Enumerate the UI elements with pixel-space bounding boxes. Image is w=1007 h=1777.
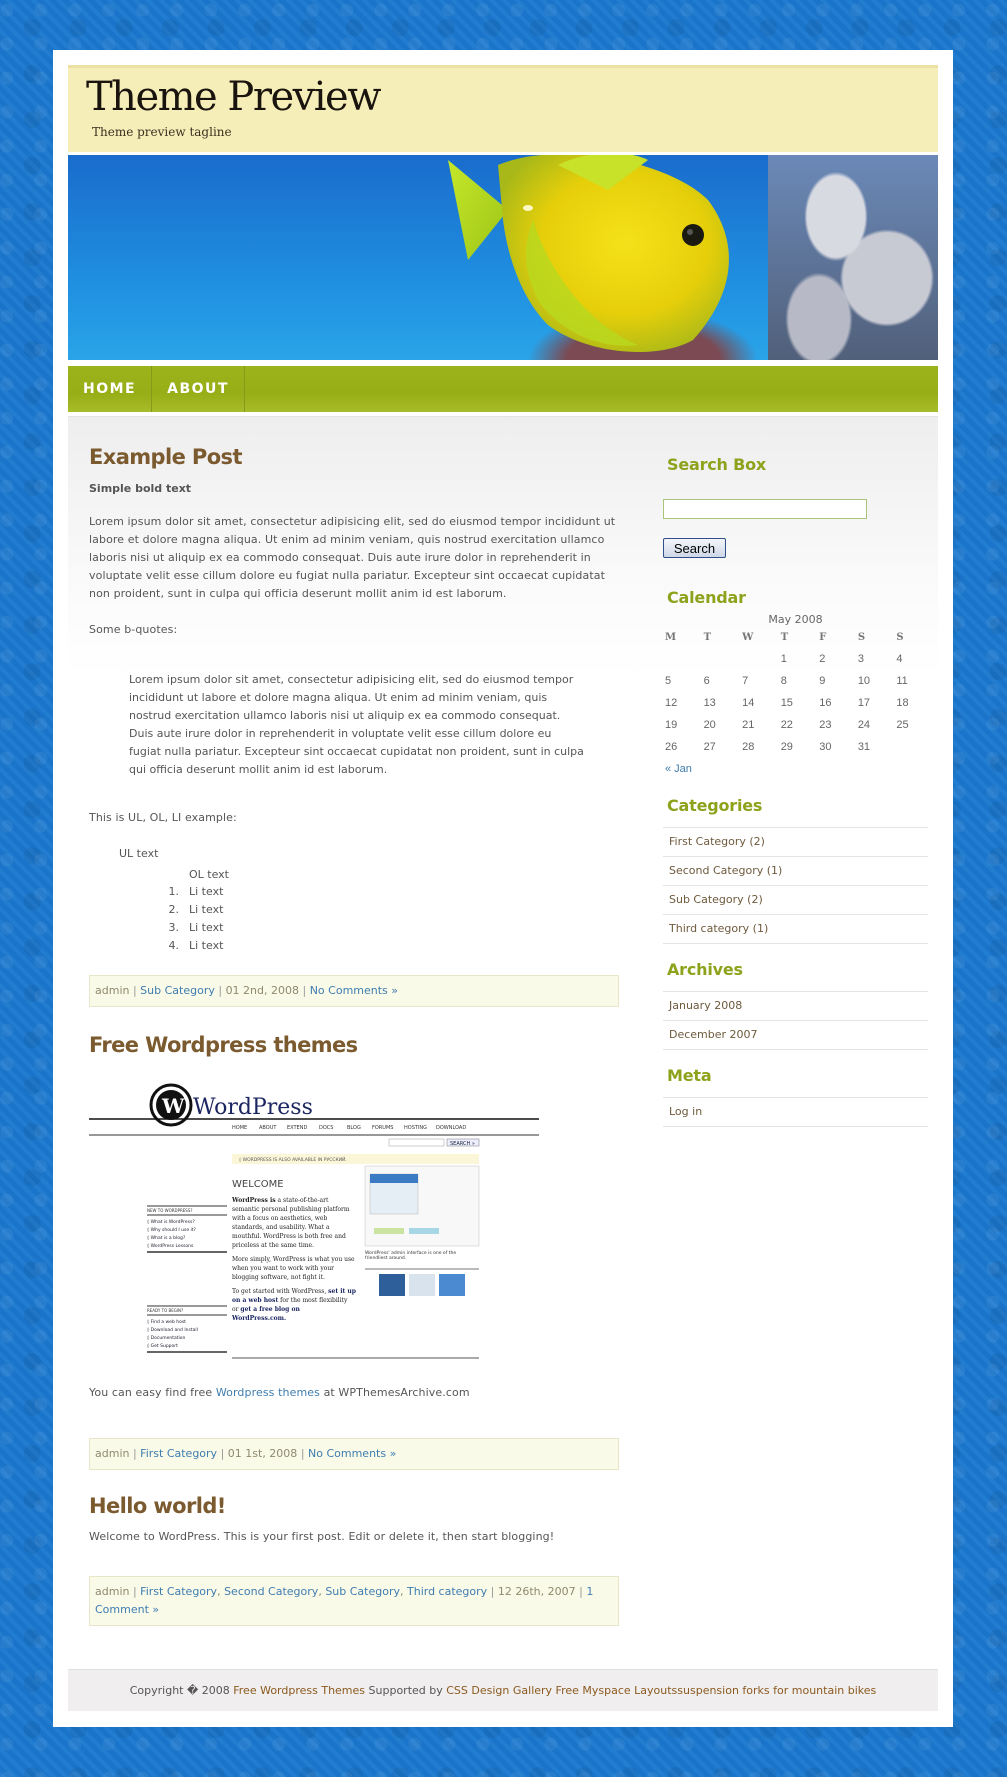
svg-text:WordPress.com.: WordPress.com.: [232, 1315, 287, 1322]
svg-text:NEW TO WORDPRESS?: NEW TO WORDPRESS?: [147, 1208, 193, 1213]
main-content: [89, 445, 619, 1626]
calendar-day: [894, 736, 933, 758]
svg-text:FORUMS: FORUMS: [372, 1125, 394, 1131]
ol-text: OL text: [189, 868, 229, 881]
svg-text:◊ Find a web host: ◊ Find a web host: [147, 1320, 186, 1325]
search-button[interactable]: Search: [663, 538, 726, 558]
widget-title: Search Box: [667, 455, 767, 474]
search-input[interactable]: [663, 499, 867, 519]
list-number: 3.: [168, 921, 179, 934]
post-category-link[interactable]: Second Category: [224, 1585, 319, 1598]
post-category-link[interactable]: First Category: [140, 1447, 218, 1460]
nav-item-about[interactable]: ABOUT: [152, 366, 245, 412]
calendar-day: 30: [819, 741, 832, 753]
post-hello-world: [89, 1494, 619, 1626]
svg-text:WordPress' admin interface is: WordPress' admin interface is one of the: [365, 1251, 457, 1256]
weekday-header: S: [857, 631, 866, 643]
list-text: Li text: [189, 921, 224, 934]
widget-search: [663, 455, 928, 558]
bold-text: Simple bold text: [89, 482, 192, 495]
calendar-day: 15: [780, 697, 793, 709]
calendar-day: 24: [857, 719, 871, 731]
post-comments-link[interactable]: No Comments »: [309, 984, 399, 997]
calendar-day: 1: [780, 653, 787, 665]
main-navigation: [68, 366, 938, 412]
list-item: [159, 919, 619, 937]
calendar-day: [702, 648, 741, 670]
list-number: 4.: [168, 939, 179, 952]
calendar-day: 11: [896, 675, 908, 687]
archives-list: [663, 991, 928, 1050]
post-comments-link[interactable]: No Comments »: [308, 1447, 397, 1460]
svg-text:READY TO BEGIN?: READY TO BEGIN?: [147, 1308, 184, 1313]
post-paragraph: Welcome to WordPress. This is your first post. Edit or delete it, then start blogging!: [89, 1530, 555, 1543]
footer-supported-by: Supported by: [365, 1684, 447, 1697]
calendar-day: 25: [896, 719, 909, 731]
calendar-day: 28: [742, 741, 755, 753]
weekday-header: W: [742, 631, 754, 643]
svg-text:DOCS: DOCS: [319, 1125, 334, 1131]
post-comments-link[interactable]: 1 Comment »: [95, 1585, 594, 1616]
calendar-day: 22: [780, 719, 793, 731]
widget-calendar: [663, 588, 928, 780]
calendar-week: [663, 692, 933, 714]
weekday-header: M: [665, 631, 677, 643]
site-title[interactable]: Theme Preview: [86, 74, 380, 120]
ordered-list: [159, 883, 619, 955]
post-meta: admin | Sub Category | 01 2nd, 2008 | No Comments »: [89, 975, 619, 1007]
calendar-week: [663, 648, 933, 670]
post-category-link[interactable]: First Category: [140, 1585, 218, 1598]
svg-text:◊ WORDPRESS IS ALSO AVAILABLE: ◊ WORDPRESS IS ALSO AVAILABLE IN РУССКИЙ.: [239, 1158, 347, 1163]
svg-text:◊ What is WordPress?: ◊ What is WordPress?: [147, 1220, 195, 1225]
login-link[interactable]: Log in: [663, 1098, 928, 1127]
svg-text:To get started with WordPress,: To get started with WordPress, set it up: [232, 1288, 356, 1295]
wordpress-site-illustration: [89, 1082, 539, 1372]
svg-text:when you want to work with you: when you want to work with your: [232, 1265, 335, 1272]
calendar-day: 17: [857, 697, 871, 709]
archive-link[interactable]: December 2007: [663, 1021, 928, 1050]
post-title[interactable]: Hello world!: [89, 1494, 226, 1518]
svg-text:◊ What is a blog?: ◊ What is a blog?: [147, 1236, 186, 1241]
calendar-day: 2: [819, 653, 826, 665]
post-author: admin: [95, 1447, 130, 1460]
weekday-header: S: [896, 631, 904, 643]
category-link[interactable]: Sub Category (2): [663, 886, 928, 915]
widget-title: Calendar: [667, 588, 746, 607]
svg-text:◊ Why should I use it?: ◊ Why should I use it?: [147, 1228, 196, 1233]
list-number: 1.: [168, 885, 179, 898]
svg-text:EXTEND: EXTEND: [287, 1125, 308, 1131]
archive-link[interactable]: January 2008: [663, 992, 928, 1021]
calendar-day: 6: [703, 675, 710, 687]
text-before-link: You can easy find free: [89, 1386, 216, 1399]
calendar-day: 3: [857, 653, 864, 665]
svg-text:◊ Download and Install: ◊ Download and Install: [147, 1328, 198, 1333]
post-category-link[interactable]: Sub Category: [140, 984, 215, 997]
calendar-day: 21: [742, 719, 755, 731]
calendar-table: [663, 626, 933, 780]
calendar-day: 7: [742, 675, 749, 687]
list-intro: This is UL, OL, LI example:: [89, 811, 237, 824]
svg-text:mouthful. WordPress is both fr: mouthful. WordPress is both free and: [232, 1233, 346, 1240]
svg-text:with a focus on aesthetics, we: with a focus on aesthetics, web: [232, 1215, 328, 1222]
svg-text:W: W: [162, 1094, 185, 1118]
page-container: [53, 50, 953, 1727]
svg-text:WELCOME: WELCOME: [232, 1179, 284, 1190]
widget-archives: [663, 960, 928, 1050]
wp-logo-text: WordPress: [193, 1095, 313, 1120]
categories-list: [663, 827, 928, 944]
list-item: [159, 901, 619, 919]
widget-title: Categories: [667, 796, 763, 815]
svg-text:priceless at the same time.: priceless at the same time.: [232, 1242, 314, 1249]
svg-text:friendliest around.: friendliest around.: [365, 1256, 407, 1261]
svg-text:HOSTING: HOSTING: [404, 1125, 428, 1131]
post-title[interactable]: Free Wordpress themes: [89, 1033, 358, 1057]
post-meta: admin | First Category, Second Category, Sub Category, Third category | 12 26th, 2007 | 1 Comment »: [89, 1576, 619, 1626]
calendar-day: 18: [896, 697, 909, 709]
calendar-week: [663, 714, 933, 736]
calendar-day: 14: [742, 697, 755, 709]
svg-text:standards, and usability. What: standards, and usability. What a: [232, 1224, 330, 1231]
category-link[interactable]: First Category (2): [663, 828, 928, 857]
calendar-day: [740, 648, 779, 670]
calendar-prev-month-link[interactable]: « Jan: [665, 763, 692, 775]
blockquote: Lorem ipsum dolor sit amet, consectetur adipisicing elit, sed do eiusmod tempor incididunt ut labore et dolore magna aliqua. Ut enim ad minim veniam, quis nostrud exercitation ullamco laboris nisi ut aliquip ex ea commodo consequat. Duis aute irure dolor in reprehenderit in voluptate velit esse cillum dolore eu fugiat nulla pariatur. Excepteur sint occaecat cupidatat non proident, sunt in culpa qui officia deserunt mollit anim id est laborum.: [129, 673, 584, 776]
svg-text:HOME: HOME: [232, 1125, 248, 1131]
list-item: [159, 883, 619, 901]
list-text: Li text: [189, 939, 224, 952]
bquote-intro: Some b-quotes:: [89, 623, 178, 636]
text-after-link: at WPThemesArchive.com: [319, 1386, 470, 1399]
footer-link-css-gallery[interactable]: CSS Design Gallery: [446, 1684, 553, 1697]
widget-categories: [663, 796, 928, 944]
svg-text:◊ Get Support: ◊ Get Support: [147, 1344, 178, 1349]
post-paragraph: Lorem ipsum dolor sit amet, consectetur adipisicing elit, sed do eiusmod tempor incididunt ut labore et dolore magna aliqua. Ut enim ad minim veniam, quis nostrud exercitation ullamco laboris nisi ut aliquip ex ea commodo consequat. Duis aute irure dolor in reprehenderit in voluptate velit esse cillum dolore eu fugiat nulla pariatur. Excepteur sint occaecat cupidatat non proident, sunt in culpa qui officia deserunt mollit anim id est laborum.: [89, 515, 616, 600]
unordered-list: [119, 847, 619, 955]
footer-link-myspace[interactable]: Free Myspace Layouts: [552, 1684, 678, 1697]
svg-text:More simply, WordPress is what: More simply, WordPress is what you use: [232, 1256, 355, 1263]
calendar-day: 27: [703, 741, 716, 753]
calendar-day: 9: [819, 675, 826, 687]
widget-title: Meta: [667, 1066, 712, 1085]
svg-text:ABOUT: ABOUT: [259, 1125, 277, 1131]
calendar-day: 20: [703, 719, 716, 731]
post-author: admin: [95, 984, 130, 997]
calendar-day: 29: [780, 741, 793, 753]
sidebar: [663, 455, 928, 1127]
calendar-day: 5: [665, 675, 672, 687]
svg-text:on a web host for the most fle: on a web host for the most flexibility: [232, 1297, 348, 1304]
post-date: 01 2nd, 2008: [225, 984, 299, 997]
svg-text:◊ WordPress Lessons: ◊ WordPress Lessons: [147, 1244, 194, 1249]
calendar-day: 4: [896, 653, 903, 665]
site-tagline: Theme preview tagline: [92, 125, 232, 139]
post-category-link[interactable]: Third category: [407, 1585, 488, 1598]
yellow-fish-illustration: [438, 155, 798, 360]
post-date: 01 1st, 2008: [227, 1447, 298, 1460]
calendar-day: 19: [665, 719, 678, 731]
post-example: [89, 445, 619, 1007]
post-title[interactable]: Example Post: [89, 445, 242, 469]
header-banner-image: [68, 155, 938, 360]
wordpress-screenshot-image: [89, 1082, 539, 1372]
calendar-day: 10: [857, 675, 871, 687]
calendar-day: 13: [703, 697, 716, 709]
category-link[interactable]: Second Category (1): [663, 857, 928, 886]
post-author: admin: [95, 1585, 130, 1598]
ul-text: UL text: [119, 847, 159, 860]
nav-item-home[interactable]: HOME: [68, 366, 152, 412]
post-date: 12 26th, 2007: [497, 1585, 576, 1598]
category-link[interactable]: Third category (1): [663, 915, 928, 944]
post-free-themes: [89, 1033, 619, 1470]
svg-text:or get a free blog on: or get a free blog on: [232, 1306, 300, 1313]
footer-link-free-themes[interactable]: Free Wordpress Themes: [233, 1684, 366, 1697]
calendar-day: 31: [857, 741, 871, 753]
post-category-link[interactable]: Sub Category: [325, 1585, 400, 1598]
list-text: Li text: [189, 885, 224, 898]
calendar-day: [663, 648, 702, 670]
weekday-header: T: [780, 631, 789, 643]
post-meta: admin | First Category | 01 1st, 2008 | No Comments »: [89, 1438, 619, 1470]
list-number: 2.: [168, 903, 179, 916]
calendar-day: 8: [780, 675, 787, 687]
post-paragraph: [89, 1384, 619, 1402]
svg-text:WordPress is a state-of-the-ar: WordPress is a state-of-the-art: [232, 1197, 329, 1204]
calendar-week: [663, 736, 933, 758]
svg-text:◊ Documentation: ◊ Documentation: [147, 1336, 186, 1341]
list-item: [159, 937, 619, 955]
svg-text:DOWNLOAD: DOWNLOAD: [436, 1125, 467, 1131]
calendar-caption: May 2008: [768, 613, 823, 626]
meta-list: [663, 1097, 928, 1127]
calendar-day: 16: [819, 697, 832, 709]
svg-text:BLOG: BLOG: [347, 1125, 361, 1131]
svg-text:semantic personal publishing p: semantic personal publishing platform: [232, 1206, 350, 1213]
widget-meta: [663, 1066, 928, 1127]
calendar-day: 23: [819, 719, 832, 731]
calendar-week: [663, 670, 933, 692]
footer-link-forks[interactable]: suspension forks for mountain bikes: [677, 1684, 877, 1697]
footer-copyright: Copyright � 2008: [129, 1684, 234, 1697]
calendar-day: 12: [665, 697, 678, 709]
svg-text:SEARCH »: SEARCH »: [450, 1141, 475, 1147]
wordpress-themes-link[interactable]: Wordpress themes: [215, 1386, 320, 1399]
svg-text:blogging software, not fight i: blogging software, not fight it.: [232, 1274, 325, 1281]
site-footer: [68, 1669, 938, 1711]
list-text: Li text: [189, 903, 224, 916]
widget-title: Archives: [667, 960, 743, 979]
site-header: [68, 65, 938, 152]
weekday-header: T: [703, 631, 712, 643]
calendar-day: 26: [665, 741, 678, 753]
weekday-header: F: [819, 631, 827, 643]
